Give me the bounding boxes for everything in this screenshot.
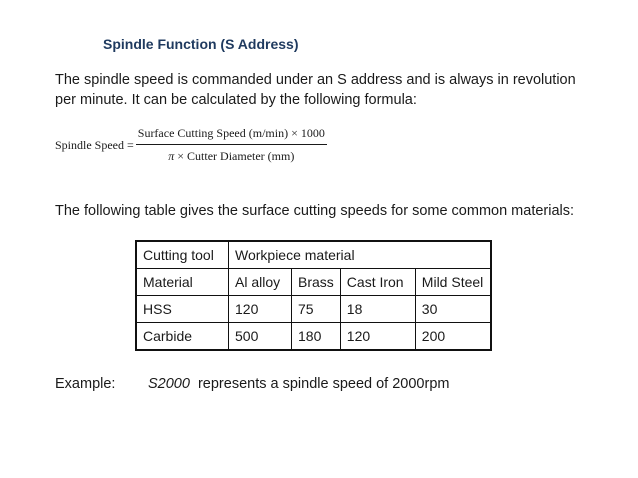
spindle-speed-formula	[55, 126, 327, 164]
table-cell: 180	[292, 323, 341, 351]
subheader-cell: Mild Steel	[415, 269, 491, 296]
header-cutting-tool: Cutting tool	[136, 241, 229, 269]
example-label: Example:	[55, 376, 116, 392]
intro-line-2: per minute. It can be calculated by the following formula:	[55, 92, 417, 108]
subheader-cell: Cast Iron	[340, 269, 415, 296]
subheader-cell: Al alloy	[229, 269, 292, 296]
page-title: Spindle Function (S Address)	[103, 36, 299, 52]
intro-paragraph	[55, 70, 615, 110]
table-cell: 500	[229, 323, 292, 351]
pi-symbol: π	[168, 149, 175, 163]
formula-denominator	[168, 145, 294, 164]
formula-fraction	[136, 126, 327, 164]
table-row	[136, 323, 491, 351]
example-text	[148, 376, 449, 392]
intro-line-1: The spindle speed is commanded under an S address and is always in revolution	[55, 72, 576, 88]
cutting-speed-table	[135, 240, 492, 351]
table-cell: HSS	[136, 296, 229, 323]
formula-denominator-text: × Cutter Diameter (mm)	[174, 149, 295, 163]
table-cell: 120	[340, 323, 415, 351]
table-intro: The following table gives the surface cutting speeds for some common materials:	[55, 203, 575, 219]
table-header-row	[136, 241, 491, 269]
example-code: S2000	[148, 376, 190, 392]
formula-numerator: Surface Cutting Speed (m/min) × 1000	[136, 126, 327, 145]
example-description: represents a spindle speed of 2000rpm	[197, 376, 450, 392]
table-cell: Carbide	[136, 323, 229, 351]
subheader-cell: Brass	[292, 269, 341, 296]
table-cell: 18	[340, 296, 415, 323]
table-cell: 120	[229, 296, 292, 323]
table-cell: 75	[292, 296, 341, 323]
formula-lhs: Spindle Speed =	[55, 137, 134, 152]
table-cell: 30	[415, 296, 491, 323]
header-workpiece-material: Workpiece material	[229, 241, 491, 269]
table-row	[136, 296, 491, 323]
table-cell: 200	[415, 323, 491, 351]
table-subheader-row	[136, 269, 491, 296]
subheader-cell: Material	[136, 269, 229, 296]
